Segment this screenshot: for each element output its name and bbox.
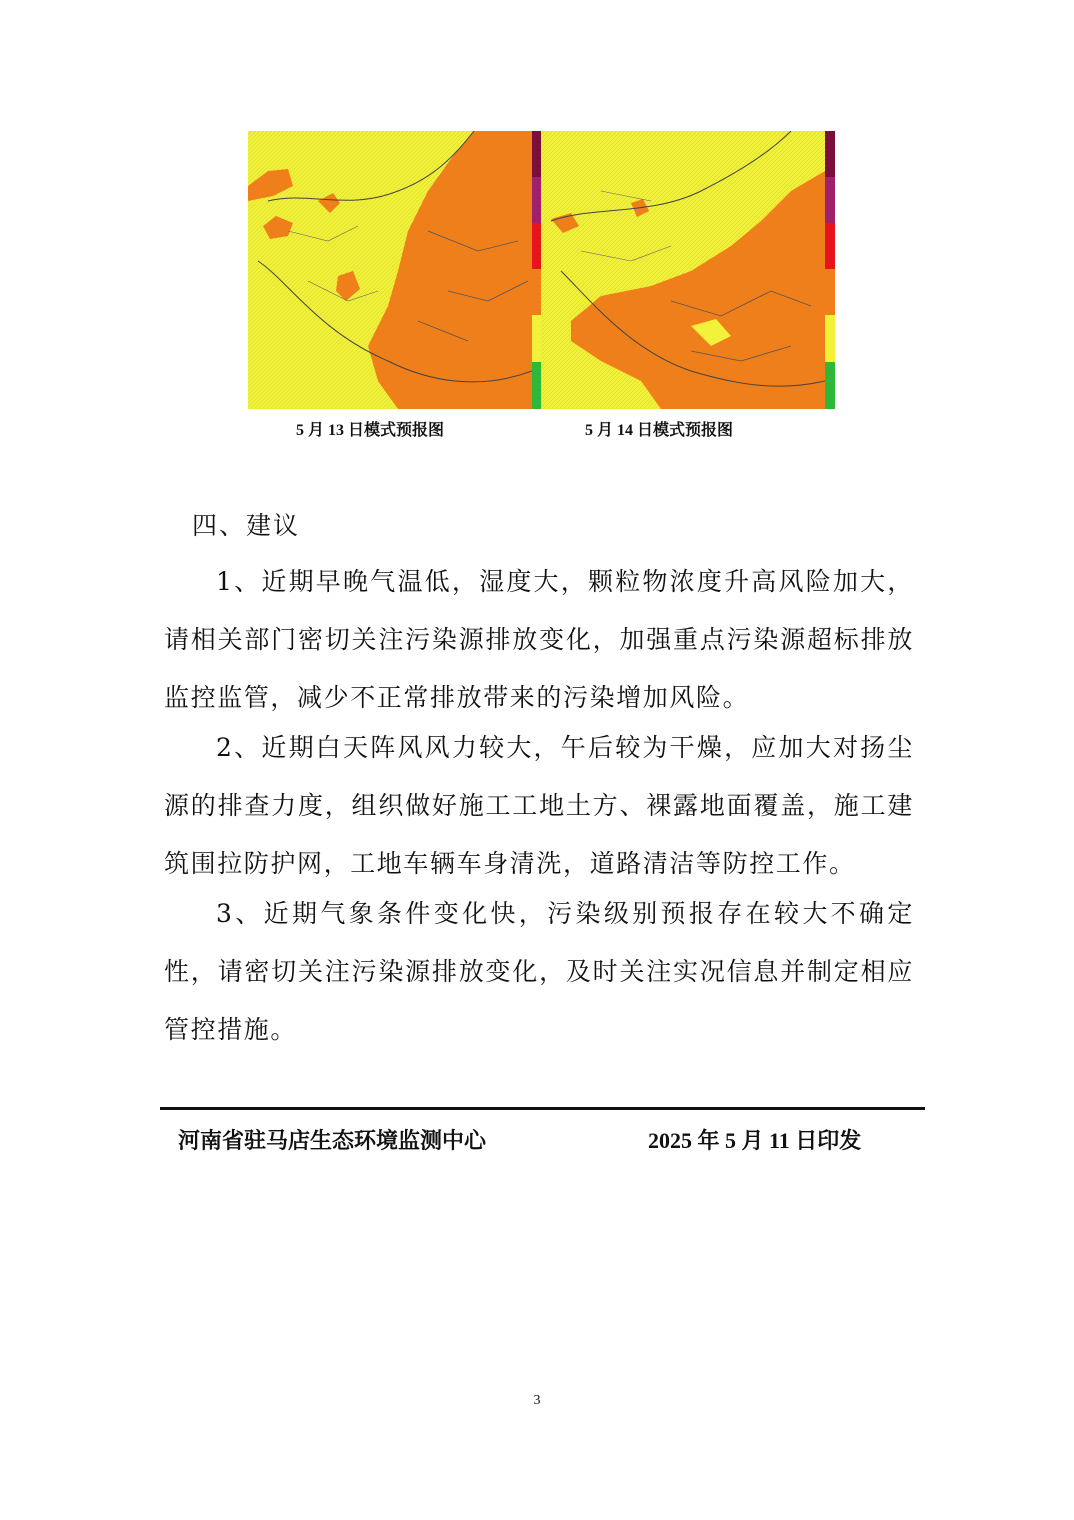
recommendation-paragraph: 3、近期气象条件变化快，污染级别预报存在较大不确定性，请密切关注污染源排放变化，及时关注实况信息并制定相应管控措施。 — [164, 899, 914, 1044]
map-image — [541, 131, 825, 409]
forecast-map-graphic — [541, 131, 825, 409]
figure-caption: 5 月 13 日模式预报图 — [296, 422, 445, 439]
recommendation-paragraph: 1、近期早晚气温低，湿度大，颗粒物浓度升高风险加大，请相关部门密切关注污染源排放变化，加强重点污染源超标排放监控监管，减少不正常排放带来的污染增加风险。 — [164, 567, 914, 712]
legend-colorbar — [825, 131, 835, 409]
section-heading: 四、建议 — [192, 511, 301, 540]
recommendation-paragraph: 2、近期白天阵风风力较大，午后较为干燥，应加大对扬尘源的排查力度，组织做好施工工地土方、裸露地面覆盖，施工建筑围拉防护网，工地车辆车身清洗，道路清洁等防控工作。 — [164, 733, 914, 878]
issuer-name: 河南省驻马店生态环境监测中心 — [178, 1128, 487, 1153]
page-number: 3 — [533, 1393, 541, 1408]
issue-date: 2025 年 5 月 11 日印发 — [648, 1128, 862, 1153]
forecast-map-graphic — [248, 131, 532, 409]
figure-caption: 5 月 14 日模式预报图 — [585, 422, 734, 439]
footer-divider — [160, 1107, 925, 1110]
map-image — [248, 131, 532, 409]
